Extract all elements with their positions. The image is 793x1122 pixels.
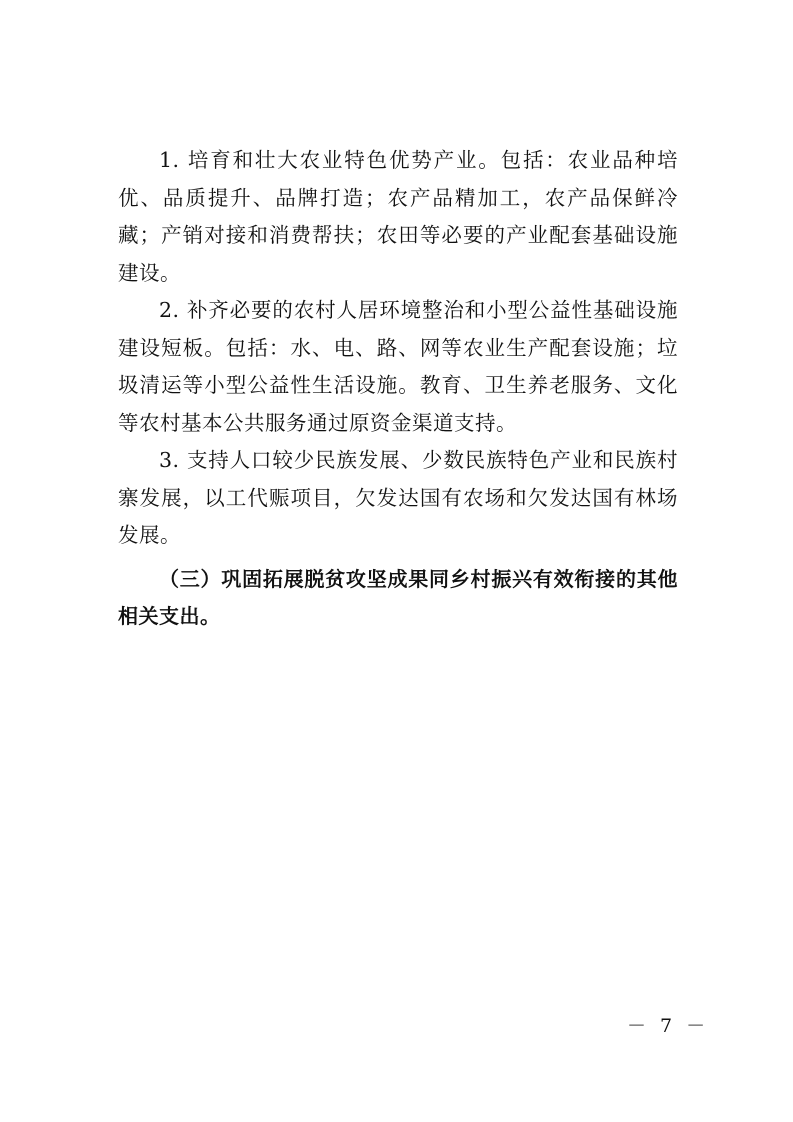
page-number: － 7 － bbox=[627, 1015, 710, 1037]
section-heading: （三）巩固拓展脱贫攻坚成果同乡村振兴有效衔接的其他相关支出。 bbox=[118, 566, 678, 628]
paragraph-item-3: 3. 支持人口较少民族发展、少数民族特色产业和民族村寨发展，以工代赈项目，欠发达国有农场和欠发达国有林场发展。 bbox=[118, 448, 678, 547]
document-body bbox=[118, 142, 678, 636]
paragraph-item-1: 1. 培育和壮大农业特色优势产业。包括：农业品种培优、品质提升、品牌打造；农产品精加工，农产品保鲜冷藏；产销对接和消费帮扶；农田等必要的产业配套基础设施建设。 bbox=[118, 148, 678, 285]
paragraph-item-2: 2. 补齐必要的农村人居环境整治和小型公益性基础设施建设短板。包括：水、电、路、网等农业生产配套设施；垃圾清运等小型公益性生活设施。教育、卫生养老服务、文化等农村基本公共服务通过原资金渠道支持。 bbox=[118, 298, 678, 435]
